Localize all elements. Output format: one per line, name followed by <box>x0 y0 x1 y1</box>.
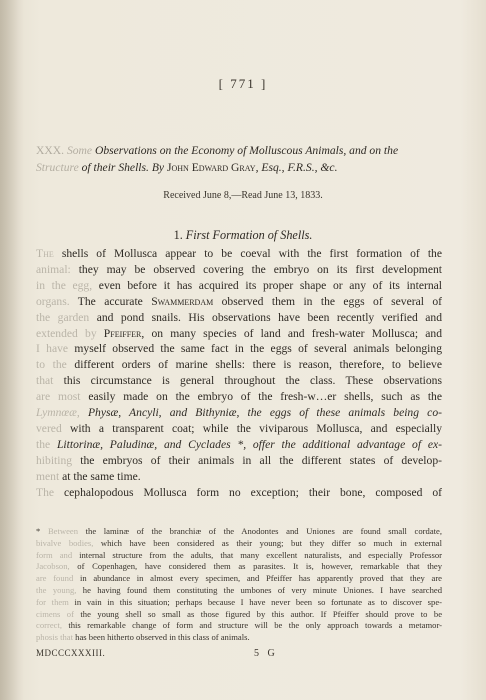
text-line: organs. The accurate Swammerdam observed them in the eggs of several of <box>36 294 442 308</box>
text-line: the Littorinæ, Paludinæ, and Cyclades *, offer the additional advantage of ex- <box>36 437 442 451</box>
text-line: to the different orders of marine shells: there is reason, therefore, to believe <box>36 358 442 372</box>
footnote-line: * Between the laminæ of the branchiæ of the Anodontes and Uniones are found small cordate, <box>36 526 442 536</box>
section-heading <box>0 228 486 243</box>
title-part-1: Observations on the Economy of Molluscous Animals, and on the <box>94 144 399 157</box>
text-line: I have myself observed the same fact in the eggs of several animals belonging <box>36 342 442 356</box>
paragraph-2 <box>36 485 442 501</box>
received-date: Received June 8,—Read June 13, 1833. <box>163 190 323 201</box>
text-line: that this circumstance is general throughout the class. These observations <box>36 374 442 388</box>
body-text <box>36 246 442 501</box>
title-faded-1: Some <box>66 144 93 157</box>
paper-title <box>36 142 436 176</box>
text-line: animal: they may be observed covering the embryo on its first development <box>36 262 442 276</box>
year-roman: MDCCCXXXIII. <box>36 648 106 658</box>
text-line: extended by Pfeiffer, on many species of land and fresh-water Mollusca; and <box>36 326 442 340</box>
author-name: John Edward Gray <box>166 161 256 174</box>
footnote <box>36 526 442 644</box>
section-title: First Formation of Shells. <box>185 228 313 242</box>
title-faded-2: Structure <box>36 161 79 174</box>
footnote-line: for them in vain in this situation; perhaps because I have never been so fortunate as to discover spe- <box>36 596 442 607</box>
text-line: the garden and pond snails. His observations have been recently verified and <box>36 310 442 324</box>
text-line: in the egg, even before it has acquired its proper shape or any of its internal <box>36 278 442 292</box>
paper-number: XXX. <box>36 144 65 157</box>
footnote-line: bivalve bodies, which have been considered as their young; but they differ so much in external <box>36 537 442 548</box>
footnote-line: the young, he having found them constituting the umbones of very minute Uniones. I have searched <box>36 584 442 595</box>
footnote-line: phosis that has been hitherto observed in this class of animals. <box>36 632 250 643</box>
footnote-line: are found in abundance in almost every specimen, and Pfeiffer has apparently proved that they are <box>36 573 442 584</box>
text-line: are most easily made on the embryo of the fresh-w…er shells, such as the <box>36 390 442 404</box>
section-number: 1. <box>173 228 183 242</box>
text-line: The shells of Mollusca appear to be coeval with the first formation of the <box>36 247 442 260</box>
text-line: hibiting the embryos of their animals in all the different states of develop- <box>36 453 442 467</box>
binding-shadow <box>0 0 24 700</box>
signature-mark: 5 G <box>254 648 278 659</box>
footnote-line: Jacobson, of Copenhagen, have considered them as parasites. It is, however, remarkable that they <box>36 561 442 572</box>
text-line: The cephalopodous Mollusca form no exception; their bone, composed of <box>36 485 442 499</box>
footnote-line: cimens of the young shell so small as those figured by this author. If Pfeiffer should prove to be <box>36 608 443 619</box>
author-suffix: , Esq., F.R.S., &c. <box>255 161 338 174</box>
text-line: vered with a transparent coat; while the viviparous Mollusca, and especially <box>36 421 442 435</box>
title-part-2: of their Shells. By <box>81 161 165 174</box>
footnote-line: correct, this remarkable change of form and structure will be the only approach towards a metamor- <box>36 620 442 631</box>
text-line: Lymnœæ, Physæ, Ancyli, and Bithyniæ, the eggs of these animals being co- <box>36 406 442 420</box>
page-number: [ 771 ] <box>218 76 268 91</box>
text-line: ment at the same time. <box>36 469 141 483</box>
paragraph-1 <box>36 246 442 485</box>
footnote-line: form and internal structure from the adults, that many excellent naturalists, and especially Professor <box>36 549 443 560</box>
